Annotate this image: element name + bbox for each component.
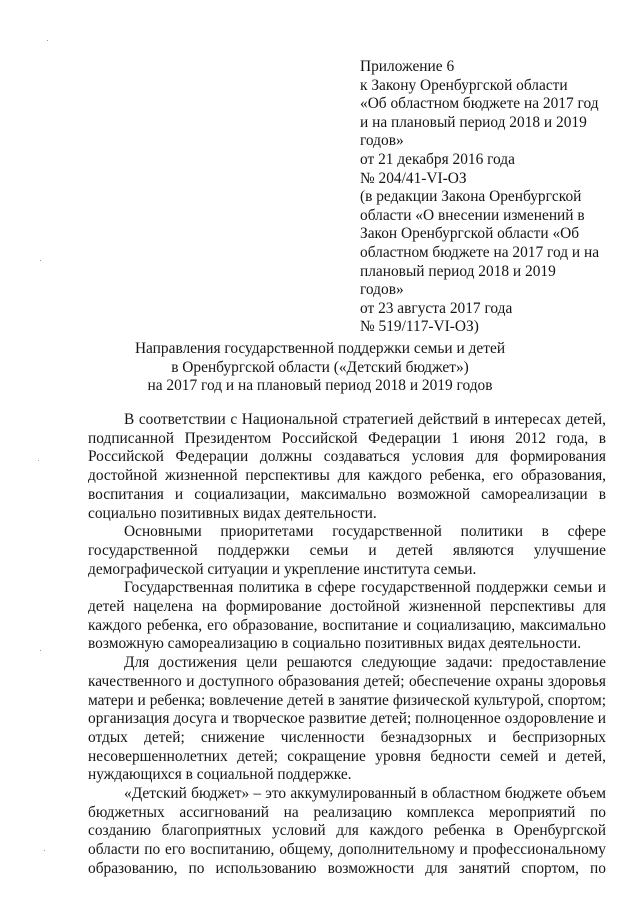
appendix-line: области «О внесении изменений в: [360, 206, 585, 224]
body-paragraph: В соответствии с Национальной стратегией действий в интересах детей, подписанной Президентом Российской Федерации 1 июня 2012 года, в Российской Федерации должны создаваться условия для формирования достойной жизненной перспективы для каждого ребенка, его образования, воспитания и социализации, максимально возможной самореализации в социально позитивных видах деятельности.: [88, 411, 606, 522]
appendix-line: плановый период 2018 и 2019: [360, 262, 556, 280]
appendix-line: Приложение 6: [360, 58, 455, 75]
body-paragraph: Основными приоритетами государственной политики в сфере государственной поддержки семьи и детей являются улучшение демографической ситуации и укрепление института семьи.: [88, 523, 606, 578]
body-paragraph: «Детский бюджет» – это аккумулированный в областном бюджете объем бюджетных ассигнований на реализацию комплекса мероприятий по созданию благоприятных условий для каждого ребенка в Оренбургской области по его воспитанию, общему, дополнительному и профессиональному образованию, по использованию возможности для занятий спортом, по: [88, 785, 606, 877]
scan-speck: [38, 460, 39, 461]
title-line: Направления государственной поддержки семьи и детей: [134, 340, 506, 357]
appendix-line: № 204/41-VI-ОЗ: [360, 169, 467, 187]
appendix-header: [360, 58, 620, 337]
title-line: на 2017 год и на плановый период 2018 и 2019 годов: [147, 377, 493, 395]
scan-speck: [44, 850, 45, 851]
body-paragraph: Для достижения цели решаются следующие задачи: предоставление качественного и доступного образования детей; обеспечение охраны здоровья матери и ребенка; вовлечение детей в занятие физической культурой, спортом; организация досуга и творческое развитие детей; полноценное оздоровление и отдых детей; снижение численности безнадзорных и беспризорных несовершеннолетних детей; сокращение уровня бедности семей и детей, нуждающихся в социальной поддержке.: [88, 654, 606, 784]
appendix-line: от 21 декабря 2016 года: [360, 150, 515, 168]
body-paragraph: Государственная политика в сфере государственной поддержки семьи и детей нацелена на формирование достойной жизненной перспективы для каждого ребенка, его образование, воспитание и социализацию, максимально возможную самореализацию в социально позитивных видах деятельности.: [88, 579, 606, 653]
appendix-line: «Об областном бюджете на 2017 год: [360, 95, 599, 113]
scan-speck: [40, 650, 41, 651]
appendix-line: и на плановый период 2018 и 2019: [360, 113, 587, 131]
appendix-line: от 23 августа 2017 года: [360, 299, 513, 317]
document-body: [88, 411, 606, 879]
appendix-line: к Закону Оренбургской области: [360, 76, 568, 94]
appendix-line: областном бюджете на 2017 год и на: [360, 243, 600, 261]
scan-speck: [40, 260, 41, 261]
appendix-line: годов»: [360, 281, 404, 299]
appendix-line: Закон Оренбургской области «Об: [360, 225, 580, 243]
appendix-line: (в редакции Закона Оренбургской: [360, 188, 582, 206]
appendix-line: № 519/117-VI-ОЗ): [360, 318, 479, 336]
title-line: в Оренбургской области («Детский бюджет»): [171, 358, 469, 376]
appendix-line: годов»: [360, 132, 404, 150]
document-title: [60, 340, 580, 396]
scan-speck: [47, 40, 48, 41]
